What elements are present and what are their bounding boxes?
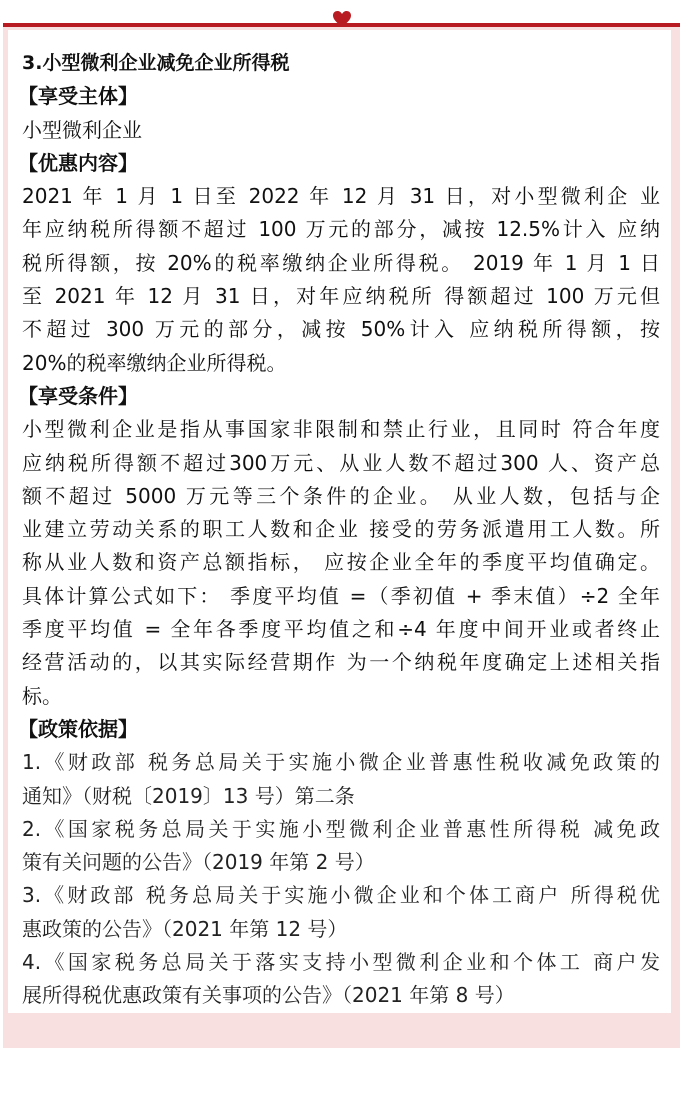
paragraph-line: 季度平均值 = 全年各季度平均值之和÷4 年度中间开业或者终止 (22, 617, 660, 642)
paragraph-line: 2021 年 1 月 1 日至 2022 年 12 月 31 日，对小型微利企 业 (22, 184, 660, 209)
paragraph-line: 额不超过 5000 万元等三个条件的企业。 从业人数，包括与企 (22, 483, 660, 508)
paragraph-line: 应纳税所得额不超过300万元、从业人数不超过300 人、资产总 (22, 450, 660, 475)
section-heading: 【享受主体】 (18, 84, 138, 109)
paragraph-line: 具体计算公式如下： 季度平均值 =（季初值 + 季末值）÷2 全年 (22, 583, 660, 608)
paragraph-line: 称从业人数和资产总额指标， 应按企业全年的季度平均值确定。 (22, 550, 660, 575)
section-title: 3.小型微利企业减免企业所得税 (22, 52, 290, 74)
paragraph-line: 小型微利企业 (22, 117, 142, 142)
paragraph-line: 20%的税率缴纳企业所得税。 (22, 350, 287, 375)
paragraph-line: 业建立劳动关系的职工人数和企业 接受的劳务派遣用工人数。所 (22, 517, 660, 542)
section-heading: 【享受条件】 (18, 383, 138, 408)
paragraph-line: 年应纳税所得额不超过 100 万元的部分，减按 12.5%计入 应纳 (22, 217, 660, 242)
policy-reference-line: 展所得税优惠政策有关事项的公告》（2021 年第 8 号） (22, 983, 515, 1008)
policy-reference-line: 策有关问题的公告》（2019 年第 2 号） (22, 850, 375, 875)
paragraph-line: 不超过 300 万元的部分，减按 50%计入 应纳税所得额，按 (22, 317, 660, 342)
policy-reference-line: 惠政策的公告》（2021 年第 12 号） (22, 916, 348, 941)
paragraph-line: 税所得额，按 20%的税率缴纳企业所得税。 2019 年 1 月 1 日 (22, 250, 660, 275)
paragraph-line: 标。 (22, 683, 62, 708)
policy-reference-line: 通知》（财税〔2019〕13 号）第二条 (22, 783, 355, 808)
policy-reference-line: 3.《财政部 税务总局关于实施小微企业和个体工商户 所得税优 (22, 883, 660, 908)
paragraph-line: 至 2021 年 12 月 31 日，对年应纳税所 得额超过 100 万元但 (22, 284, 660, 309)
paragraph-line: 小型微利企业是指从事国家非限制和禁止行业，且同时 符合年度 (22, 417, 660, 442)
policy-reference-line: 2.《国家税务总局关于实施小型微利企业普惠性所得税 减免政 (22, 816, 660, 841)
article-body (18, 47, 660, 1013)
paragraph-line: 经营活动的，以其实际经营期作 为一个纳税年度确定上述相关指 (22, 650, 660, 675)
policy-reference-line: 1.《财政部 税务总局关于实施小微企业普惠性税收减免政策的 (22, 750, 660, 775)
policy-reference-line: 4.《国家税务总局关于落实支持小型微利企业和个体工 商户发 (22, 950, 660, 975)
section-heading: 【政策依据】 (18, 716, 138, 741)
section-heading: 【优惠内容】 (18, 150, 138, 175)
heart-icon (332, 10, 352, 28)
